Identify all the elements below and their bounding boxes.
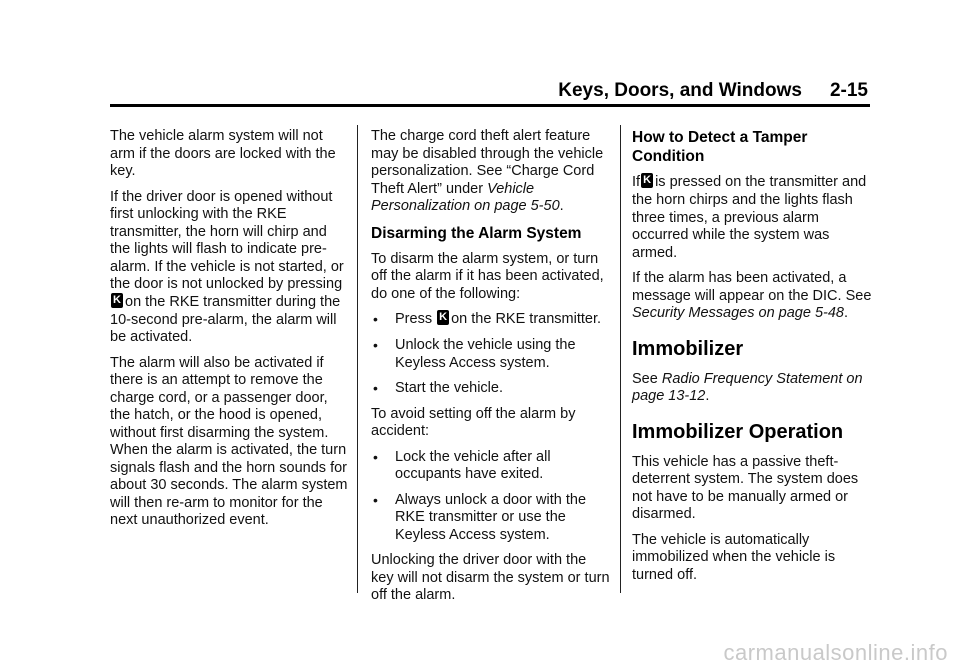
major-heading: Immobilizer Operation [632,420,844,443]
rke-unlock-key-icon: K [641,173,653,188]
header-rule [110,104,870,107]
text-run: . [559,198,564,214]
bullet-icon: • [373,491,378,508]
text-run: . [705,388,710,404]
text-run: is pressed on the transmitter and the horn chirps and the lights flash three times, a previous alarm occurred while the system was armed. [632,174,867,261]
list-item [371,337,611,372]
list-item [371,380,611,398]
text-run: See [632,370,658,387]
text-run: Unlock the vehicle using the Keyless Access system. [395,337,576,371]
column-divider-1 [357,125,358,593]
column-divider-2 [620,125,621,593]
rke-unlock-key-icon: K [111,293,123,308]
section-heading: How to Detect a Tamper Condition [632,129,808,165]
bullet-icon: • [373,380,378,396]
bullet-icon: • [373,337,378,353]
paragraph: The vehicle is automatically immobilized when the vehicle is turned off. [632,531,836,583]
paragraph [371,128,611,216]
paragraph [632,270,872,323]
list-item [371,311,611,329]
text-run: Start the vehicle. [395,380,503,396]
major-heading: Immobilizer [632,337,744,360]
column-3 [632,128,872,592]
cross-reference-link[interactable]: Radio Frequency Statement on page 13-12 [632,370,863,404]
text-run: Press [395,311,433,327]
paragraph: This vehicle has a passive theft-deterrent system. The system does not have to be manually armed or disarmed. [632,453,859,522]
rke-unlock-key-icon: K [437,310,449,325]
text-run: If [632,174,641,190]
column-1 [110,128,350,538]
text-run: Lock the vehicle after all occupants have exited. [395,448,551,482]
bullet-icon: • [373,311,378,327]
paragraph [632,174,872,262]
paragraph: To avoid setting off the alarm by accident: [371,405,576,439]
cross-reference-link[interactable]: Security Messages on page 5-48 [632,305,844,321]
text-run: Always unlock a door with the RKE transmitter or use the Keyless Access system. [395,491,587,543]
column-2 [371,128,611,613]
paragraph: Unlocking the driver door with the key will not disarm the system or turn off the alarm. [371,552,610,603]
text-run: on the RKE transmitter. [451,311,602,327]
page-header [110,80,868,102]
paragraph [632,371,872,406]
cross-reference-link[interactable]: Vehicle Personalization on page 5-50 [371,180,560,214]
list-item [371,449,611,484]
text-run: . [844,305,849,321]
paragraph: The vehicle alarm system will not arm if the doors are locked with the key. [110,128,336,179]
section-title: Keys, Doors, and Windows [558,80,802,101]
list-item [371,492,611,545]
paragraph: To disarm the alarm system, or turn off the alarm if it has been activated, do one of the following: [371,250,604,302]
text-run: If the alarm has been activated, a message will appear on the DIC. See [632,270,872,304]
bullet-icon: • [373,448,378,465]
paragraph [110,189,350,347]
watermark: carmanualsonline.info [723,640,948,665]
text-run: The charge cord theft alert feature may be disabled through the vehicle personalization. See “Charge Cord Theft Alert” under [371,128,604,197]
section-heading: Disarming the Alarm System [371,224,582,242]
paragraph: The alarm will also be activated if there is an attempt to remove the charge cord, or a passenger door, the hatch, or the hood is opened, without first disarming the system. When the alarm is activated, the turn signals flash and the horn sounds for about 30 seconds. The alarm system will then re-arm to monitor for the next unauthorized event. [110,354,348,528]
text-run: If the driver door is opened without first unlocking with the RKE transmitter, the horn will chirp and the lights will flash to indicate pre-alarm. If the vehicle is not started, or the door is not unlocked by pressing [110,188,344,292]
text-run: on the RKE transmitter during the 10-second pre-alarm, the alarm will be activated. [110,293,341,345]
page-number: 2-15 [829,80,868,101]
